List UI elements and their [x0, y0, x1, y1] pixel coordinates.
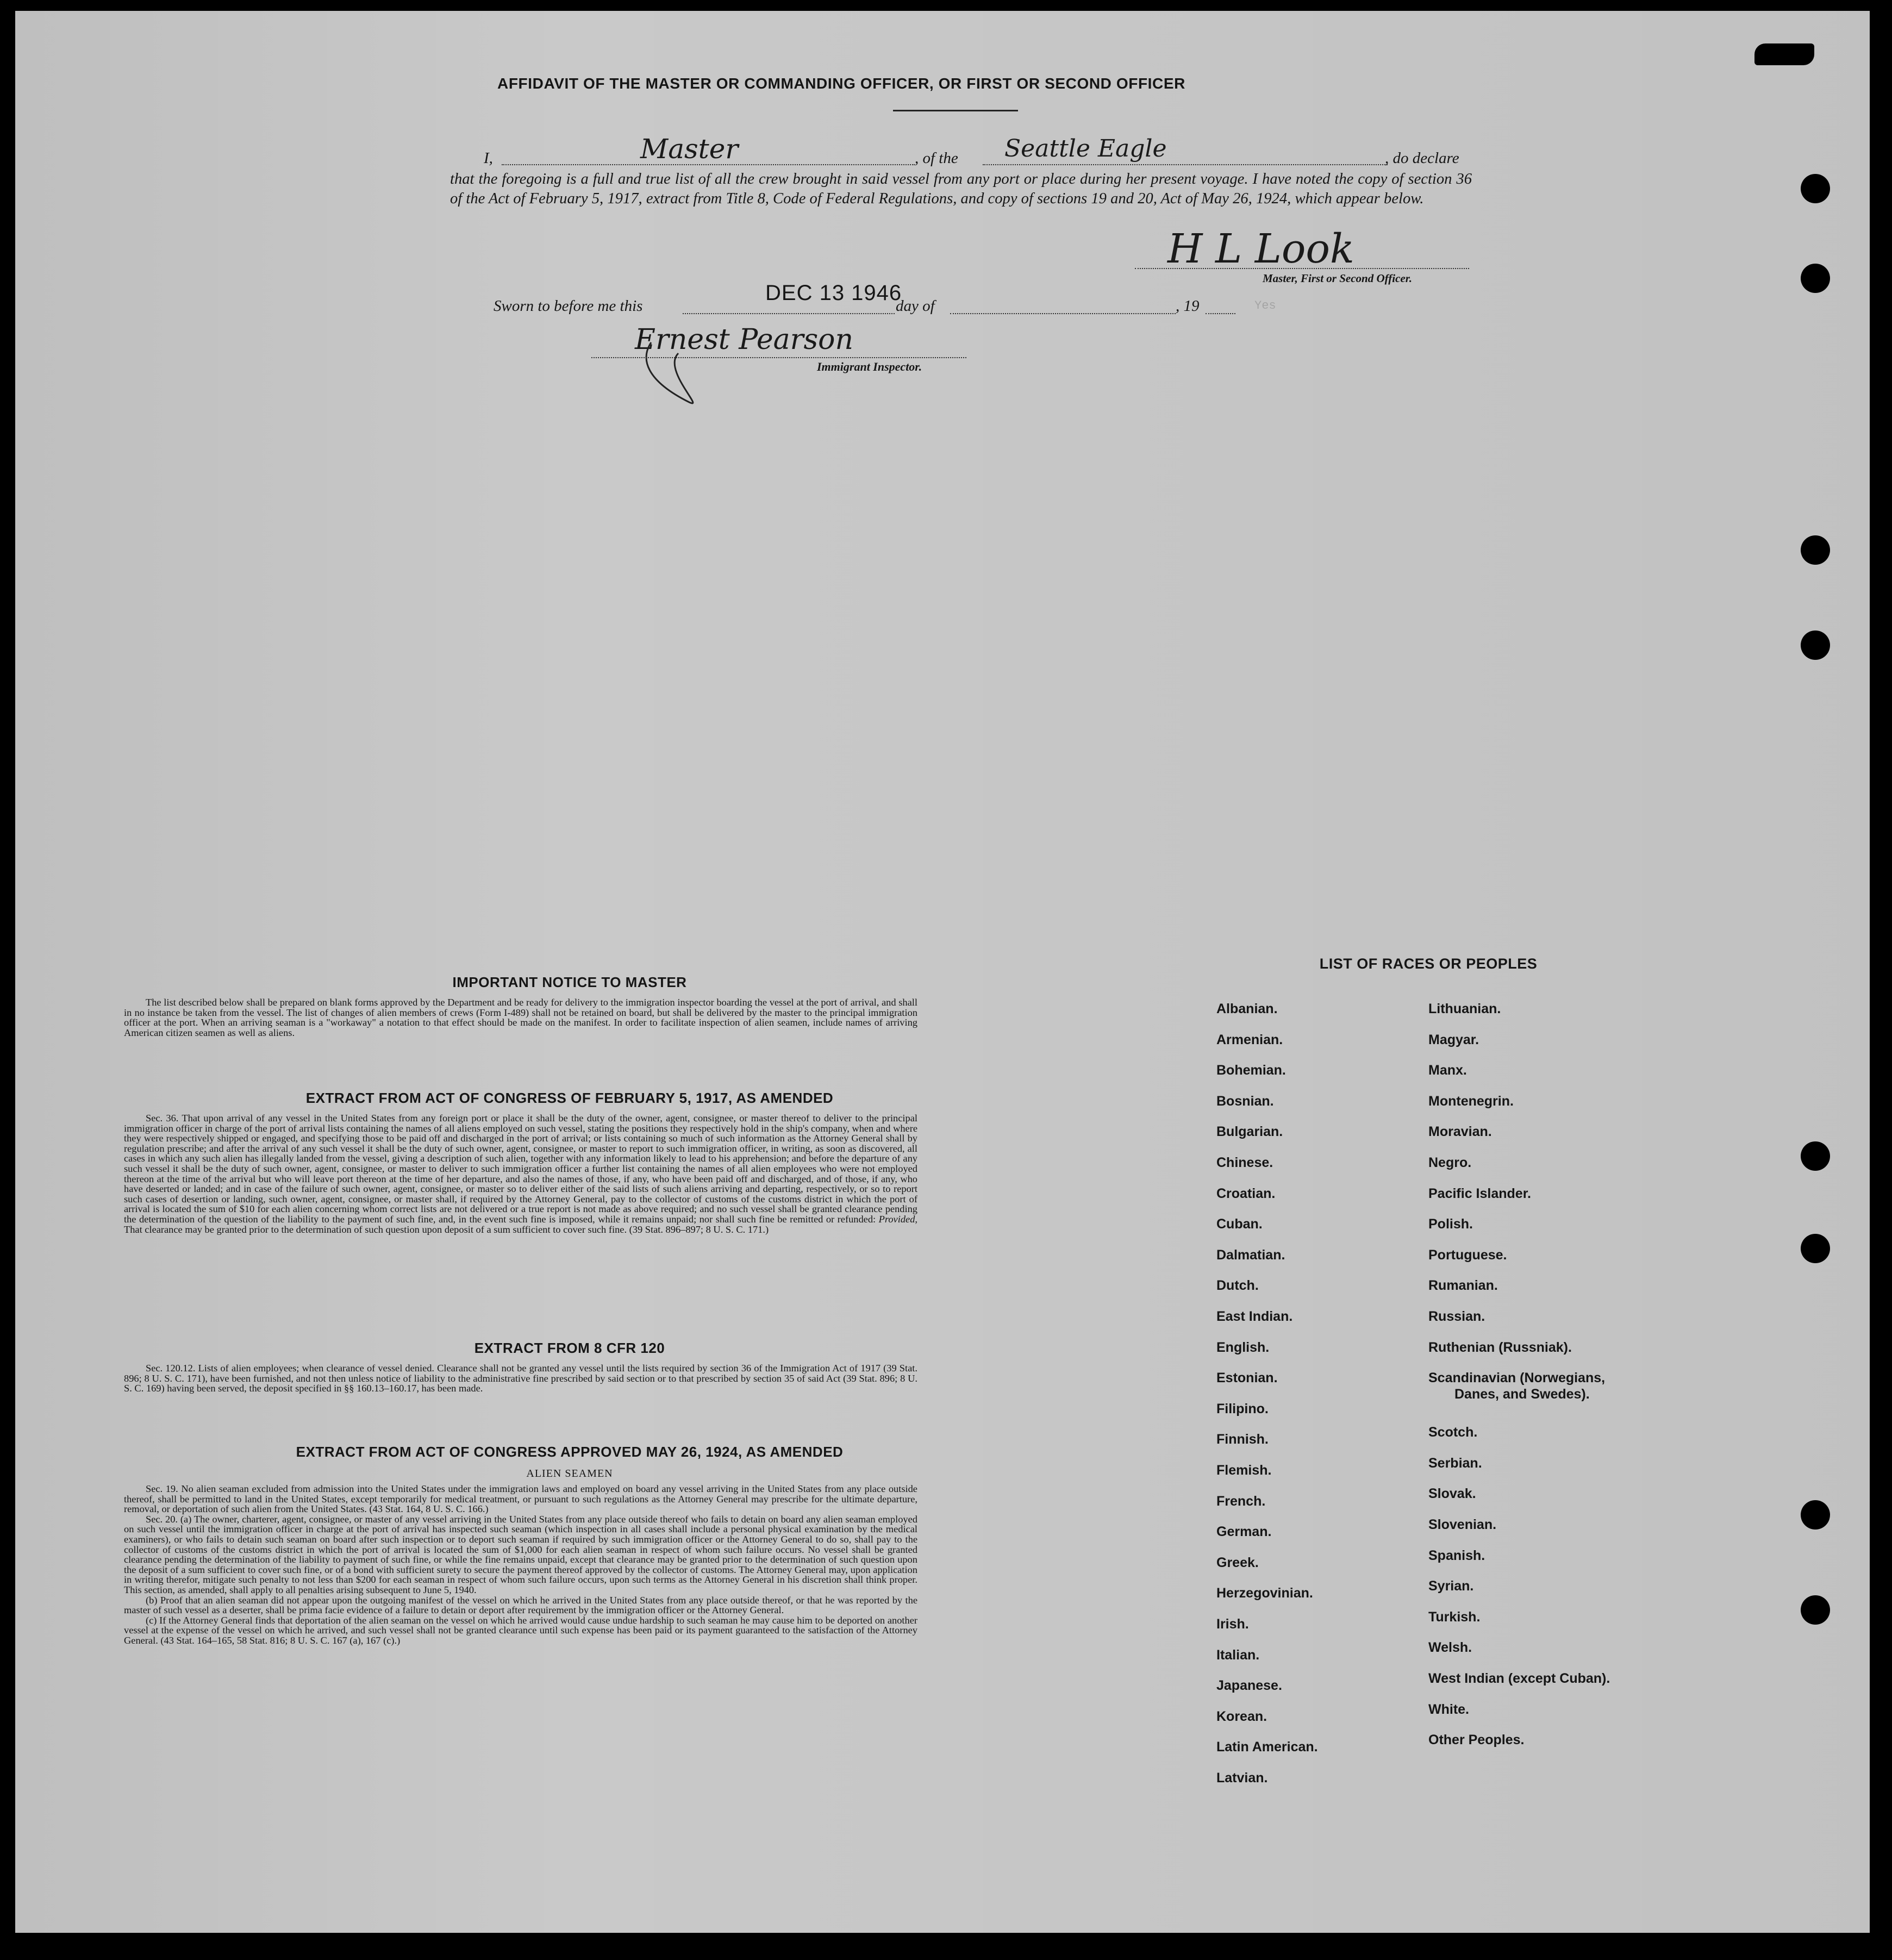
binder-hole — [1801, 1234, 1830, 1263]
sec120-text: Lists of alien employees; when clearance of vessel denied. Clearance shall not be granted any vessel until the lists required by section 36 of the Immigration Act of 1917 (39 Stat. 896; 8 U. S. C. 171), have been furnished, and not then unless notice of liability to the administrative fine prescribed by said section or to that prescribed by section 35 of said Act (39 Stat. 896; 8 U. S. C. 169) having been served, the deposit specified in §§ 160.13–160.17, has been made. — [124, 1363, 917, 1394]
vessel-line — [983, 164, 1388, 165]
corner-damage-mark — [1754, 43, 1814, 65]
race-item: Flemish. — [1216, 1463, 1272, 1478]
signature-flourish — [629, 337, 771, 413]
extract-1924-body — [124, 1484, 917, 1646]
affidavit-title: AFFIDAVIT OF THE MASTER OR COMMANDING OFFICER, OR FIRST OR SECOND OFFICER — [497, 75, 1185, 92]
sworn-date-line — [683, 313, 895, 314]
notice-body — [124, 997, 917, 1038]
binder-hole — [1801, 1141, 1830, 1171]
of-the-label: , of the — [915, 149, 958, 167]
year-label: , 19 — [1176, 297, 1200, 315]
sec36-text: That upon arrival of any vessel in the United States from any foreign port or place it shall be the duty of the owner, agent, consignee, or master thereof to deliver to the principal immigration officer in charge of the port of arrival lists containing the names of all aliens employed on such vessel, stating the positions they respectively hold in the ship's company, when and where they were respectively shipped or engaged, and specifying those to be paid off and discharged in the port of arrival; or lists containing so much of such information as the Attorney General shall by regulation prescribe; and after the arrival of any such vessel it shall be the duty of such owner, agent, consignee, or master to report to such immigration officer, in writing, as soon as discovered, all cases in which any such alien has illegally landed from the vessel, giving a description of such alien, together with any information likely to lead to his apprehension; and before the departure of any such vessel it shall be the duty of such owner, agent, consignee, or master to deliver to such immigration officer a further list containing the names of all alien employees who were not employed thereon at the time of the arrival but who will leave port thereon at the time of her departure, and also the names of those, if any, who have been paid off and discharged, and of those, if any, who have deserted or landed; and in case of the failure of such owner, agent, consignee, or master so to deliver either of the said lists of such aliens arriving and departing, respectively, or so to report such cases of desertion or landing, such owner, agent, consignee, or master shall, if required by the Attorney General, pay to the collector of customs of the customs district in which the port of arrival is located the sum of $10 for each alien concerning whom correct lists are not delivered or a true report is not made as above required; and no such vessel shall be granted clearance pending the determination of the question of the liability to the payment of such fine, and, in the event such fine is imposed, while it remains unpaid; nor shall such fine be remitted or refunded: — [124, 1113, 917, 1225]
race-item: Turkish. — [1428, 1609, 1481, 1625]
race-item: Slovak. — [1428, 1486, 1476, 1502]
race-item: Serbian. — [1428, 1455, 1482, 1471]
race-item: Dutch. — [1216, 1278, 1259, 1294]
race-item: Negro. — [1428, 1155, 1472, 1170]
inspector-caption: Immigrant Inspector. — [817, 360, 922, 373]
race-item: Herzegovinian. — [1216, 1586, 1313, 1601]
race-item: Estonian. — [1216, 1370, 1278, 1386]
affidavit-body: that the foregoing is a full and true list of all the crew brought in said vessel from any port or place during her present voyage. I have noted the copy of section 36 of the Act of February 5, 1917, extract from Title 8, Code of Federal Regulations, and copy of sections 19 and 20, Act of May 26, 1924, which appear below. — [450, 171, 1472, 207]
race-item: Bosnian. — [1216, 1093, 1274, 1109]
binder-hole — [1801, 174, 1830, 203]
bleed-through-texture: Yes — [1254, 299, 1778, 313]
race-item: Other Peoples. — [1428, 1732, 1525, 1748]
handwritten-rank: Master — [640, 133, 739, 165]
binder-hole — [1801, 1595, 1830, 1625]
race-item: Lithuanian. — [1428, 1001, 1501, 1016]
sec19-text: No alien seaman excluded from admission into the United States under the immigration laws and employed on board any vessel arriving in the United States from any place outside thereof, shall be permitted to land in the United States, except temporarily for medical treatment, or pursuant to such regulations as the Attorney General may prescribe for the ultimate departure, removal, or deportation of such alien from the United States. (43 Stat. 164, 8 U. S. C. 166.) — [124, 1483, 917, 1515]
race-item: German. — [1216, 1524, 1272, 1540]
binder-hole — [1801, 1500, 1830, 1530]
race-item: Finnish. — [1216, 1432, 1269, 1447]
race-item: Dalmatian. — [1216, 1247, 1285, 1263]
race-item: Magyar. — [1428, 1032, 1479, 1047]
master-caption: Master, First or Second Officer. — [1263, 272, 1412, 285]
sec19-label: Sec. 19. — [146, 1483, 178, 1494]
year-line — [1206, 313, 1235, 314]
extract-1924-title: EXTRACT FROM ACT OF CONGRESS APPROVED MAY 26, 1924, AS AMENDED — [296, 1444, 844, 1460]
race-item: Latvian. — [1216, 1770, 1268, 1786]
race-item: English. — [1216, 1339, 1270, 1355]
race-item: Chinese. — [1216, 1155, 1273, 1170]
extract-1917-title: EXTRACT FROM ACT OF CONGRESS OF FEBRUARY 5, 1917, AS AMENDED — [305, 1090, 834, 1106]
alien-seamen-subtitle: ALIEN SEAMEN — [526, 1468, 613, 1480]
binder-hole — [1801, 264, 1830, 293]
affidavit-i-label: I, — [484, 149, 493, 167]
race-item: Korean. — [1216, 1708, 1267, 1724]
race-item: Italian. — [1216, 1647, 1260, 1663]
race-item: Manx. — [1428, 1063, 1467, 1078]
extract-cfr-title: EXTRACT FROM 8 CFR 120 — [474, 1340, 665, 1356]
proviso-text: That clearance may be granted prior to the determination of such question upon deposit of a sum sufficient to cover such fine. (39 Stat. 896–897; 8 U. S. C. 171.) — [124, 1224, 769, 1235]
race-item: French. — [1216, 1493, 1266, 1509]
races-title: LIST OF RACES OR PEOPLES — [1319, 956, 1538, 972]
inspector-signature: Ernest Pearson — [635, 323, 853, 356]
month-line — [950, 313, 1176, 314]
race-item: Rumanian. — [1428, 1278, 1498, 1294]
date-stamp: DEC 13 1946 — [765, 281, 902, 305]
race-item: Pacific Islander. — [1428, 1185, 1531, 1201]
race-item: Armenian. — [1216, 1032, 1283, 1047]
race-item: Greek. — [1216, 1555, 1259, 1570]
title-rule — [893, 110, 1018, 111]
race-item: Irish. — [1216, 1616, 1249, 1632]
race-item: Russian. — [1428, 1309, 1485, 1324]
sec20b-text: (b) Proof that an alien seaman did not appear upon the outgoing manifest of the vessel on which he arrived in the United States from any place outside thereof, or that he was reported by the master of such vessel as a deserter, shall be prima facie evidence of a failure to detain or deport after requirement by the immigration officer or the Attorney General. — [124, 1594, 917, 1616]
race-item: Bohemian. — [1216, 1063, 1286, 1078]
sec36-label: Sec. 36. — [146, 1113, 179, 1123]
race-item: Portuguese. — [1428, 1247, 1507, 1263]
race-item: Cuban. — [1216, 1216, 1263, 1232]
proviso-word: Provided, — [878, 1213, 917, 1225]
binder-hole — [1801, 535, 1830, 565]
race-item: Moravian. — [1428, 1124, 1492, 1140]
handwritten-vessel: Seattle Eagle — [1004, 135, 1167, 163]
race-item: Latin American. — [1216, 1739, 1318, 1755]
race-item: Filipino. — [1216, 1401, 1269, 1416]
race-item: Montenegrin. — [1428, 1093, 1514, 1109]
sec20c-text: (c) If the Attorney General finds that deportation of the alien seaman on the vessel on which he arrived would cause undue hardship to such seaman he may cause him to be deported on another vessel at the expense of the vessel on which he arrived, and such vessel shall not be granted clearance until such expense has been paid or its payment guaranteed to the satisfaction of the Attorney General. (43 Stat. 164–165, 58 Stat. 816; 8 U. S. C. 167 (a), 167 (c).) — [124, 1614, 917, 1646]
race-item: Ruthenian (Russniak). — [1428, 1339, 1572, 1355]
race-item: West Indian (except Cuban). — [1428, 1671, 1610, 1686]
race-item: Spanish. — [1428, 1547, 1485, 1563]
notice-text: The list described below shall be prepared on blank forms approved by the Department and be ready for delivery to the immigration inspector boarding the vessel at the port of arrival, and shall in no instance be taken from the vessel. The list of changes of alien members of crews (Form I-489) shall not be retained on board, but shall be delivered by the master to the principal immigration officer at the port. When an arriving seaman is a "workaway" a notation to that effect should be made on the manifest. In order to facilitate inspection of alien seamen, include names of arriving American citizen seamen as well as aliens. — [124, 997, 917, 1038]
race-item: Japanese. — [1216, 1678, 1282, 1694]
race-item: Scandinavian (Norwegians, — [1428, 1370, 1606, 1386]
sec20a-text: (a) The owner, charterer, agent, consignee, or master of any vessel arriving in the United States from any place outside thereof who fails to detain on board any alien seaman employed on such vessel until the immigration officer in charge at the port of arrival has inspected such seaman (which inspection in all cases shall include a personal physical examination by the medical examiners), or who fails to detain such seaman on board after such inspection or to deport such seaman if required by such immigration officer or the Attorney General to do so, shall pay to the collector of customs of the customs district in which the port of arrival is located the sum of $1,000 for each alien seaman in respect of whom such failure occurs. No vessel shall be granted clearance pending the determination of the liability to payment of such fine, or while the fine remains unpaid, except that clearance may be granted prior to the determination of such question upon the deposit of a sum sufficient to cover such fine, or of a bond with sufficient surety to secure the payment thereof approved by the collector of customs. The Attorney General may, upon application in writing therefor, mitigate such penalty to not less than $200 for each seaman in respect of whom such failure occurs, upon such terms as the Attorney General in his discretion shall think proper. This section, as amended, shall apply to all penalties arising subsequent to June 5, 1940. — [124, 1513, 917, 1595]
race-item: Slovenian. — [1428, 1517, 1497, 1532]
notice-title: IMPORTANT NOTICE TO MASTER — [452, 974, 687, 990]
race-item: Bulgarian. — [1216, 1124, 1283, 1140]
sworn-prefix: Sworn to before me this — [494, 297, 643, 315]
do-declare-label: , do declare — [1385, 149, 1459, 167]
extract-1917-body — [124, 1113, 917, 1234]
inspector-line — [591, 357, 966, 358]
race-item: White. — [1428, 1701, 1469, 1717]
day-of-label: day of — [896, 297, 935, 315]
extract-cfr-body — [124, 1363, 917, 1394]
race-item: Scotch. — [1428, 1425, 1478, 1440]
master-signature-line — [1135, 268, 1469, 269]
race-item: East Indian. — [1216, 1309, 1293, 1324]
document-page — [15, 11, 1870, 1933]
binder-hole — [1801, 631, 1830, 660]
race-item: Welsh. — [1428, 1640, 1472, 1656]
race-item: Albanian. — [1216, 1001, 1278, 1016]
sec20-label: Sec. 20. — [146, 1513, 178, 1525]
race-item: Croatian. — [1216, 1185, 1276, 1201]
race-item: Polish. — [1428, 1216, 1473, 1232]
race-item: Danes, and Swedes). — [1454, 1387, 1590, 1402]
sec120-label: Sec. 120.12. — [146, 1363, 196, 1374]
race-item: Syrian. — [1428, 1578, 1474, 1594]
master-signature: H L Look — [1167, 226, 1354, 272]
